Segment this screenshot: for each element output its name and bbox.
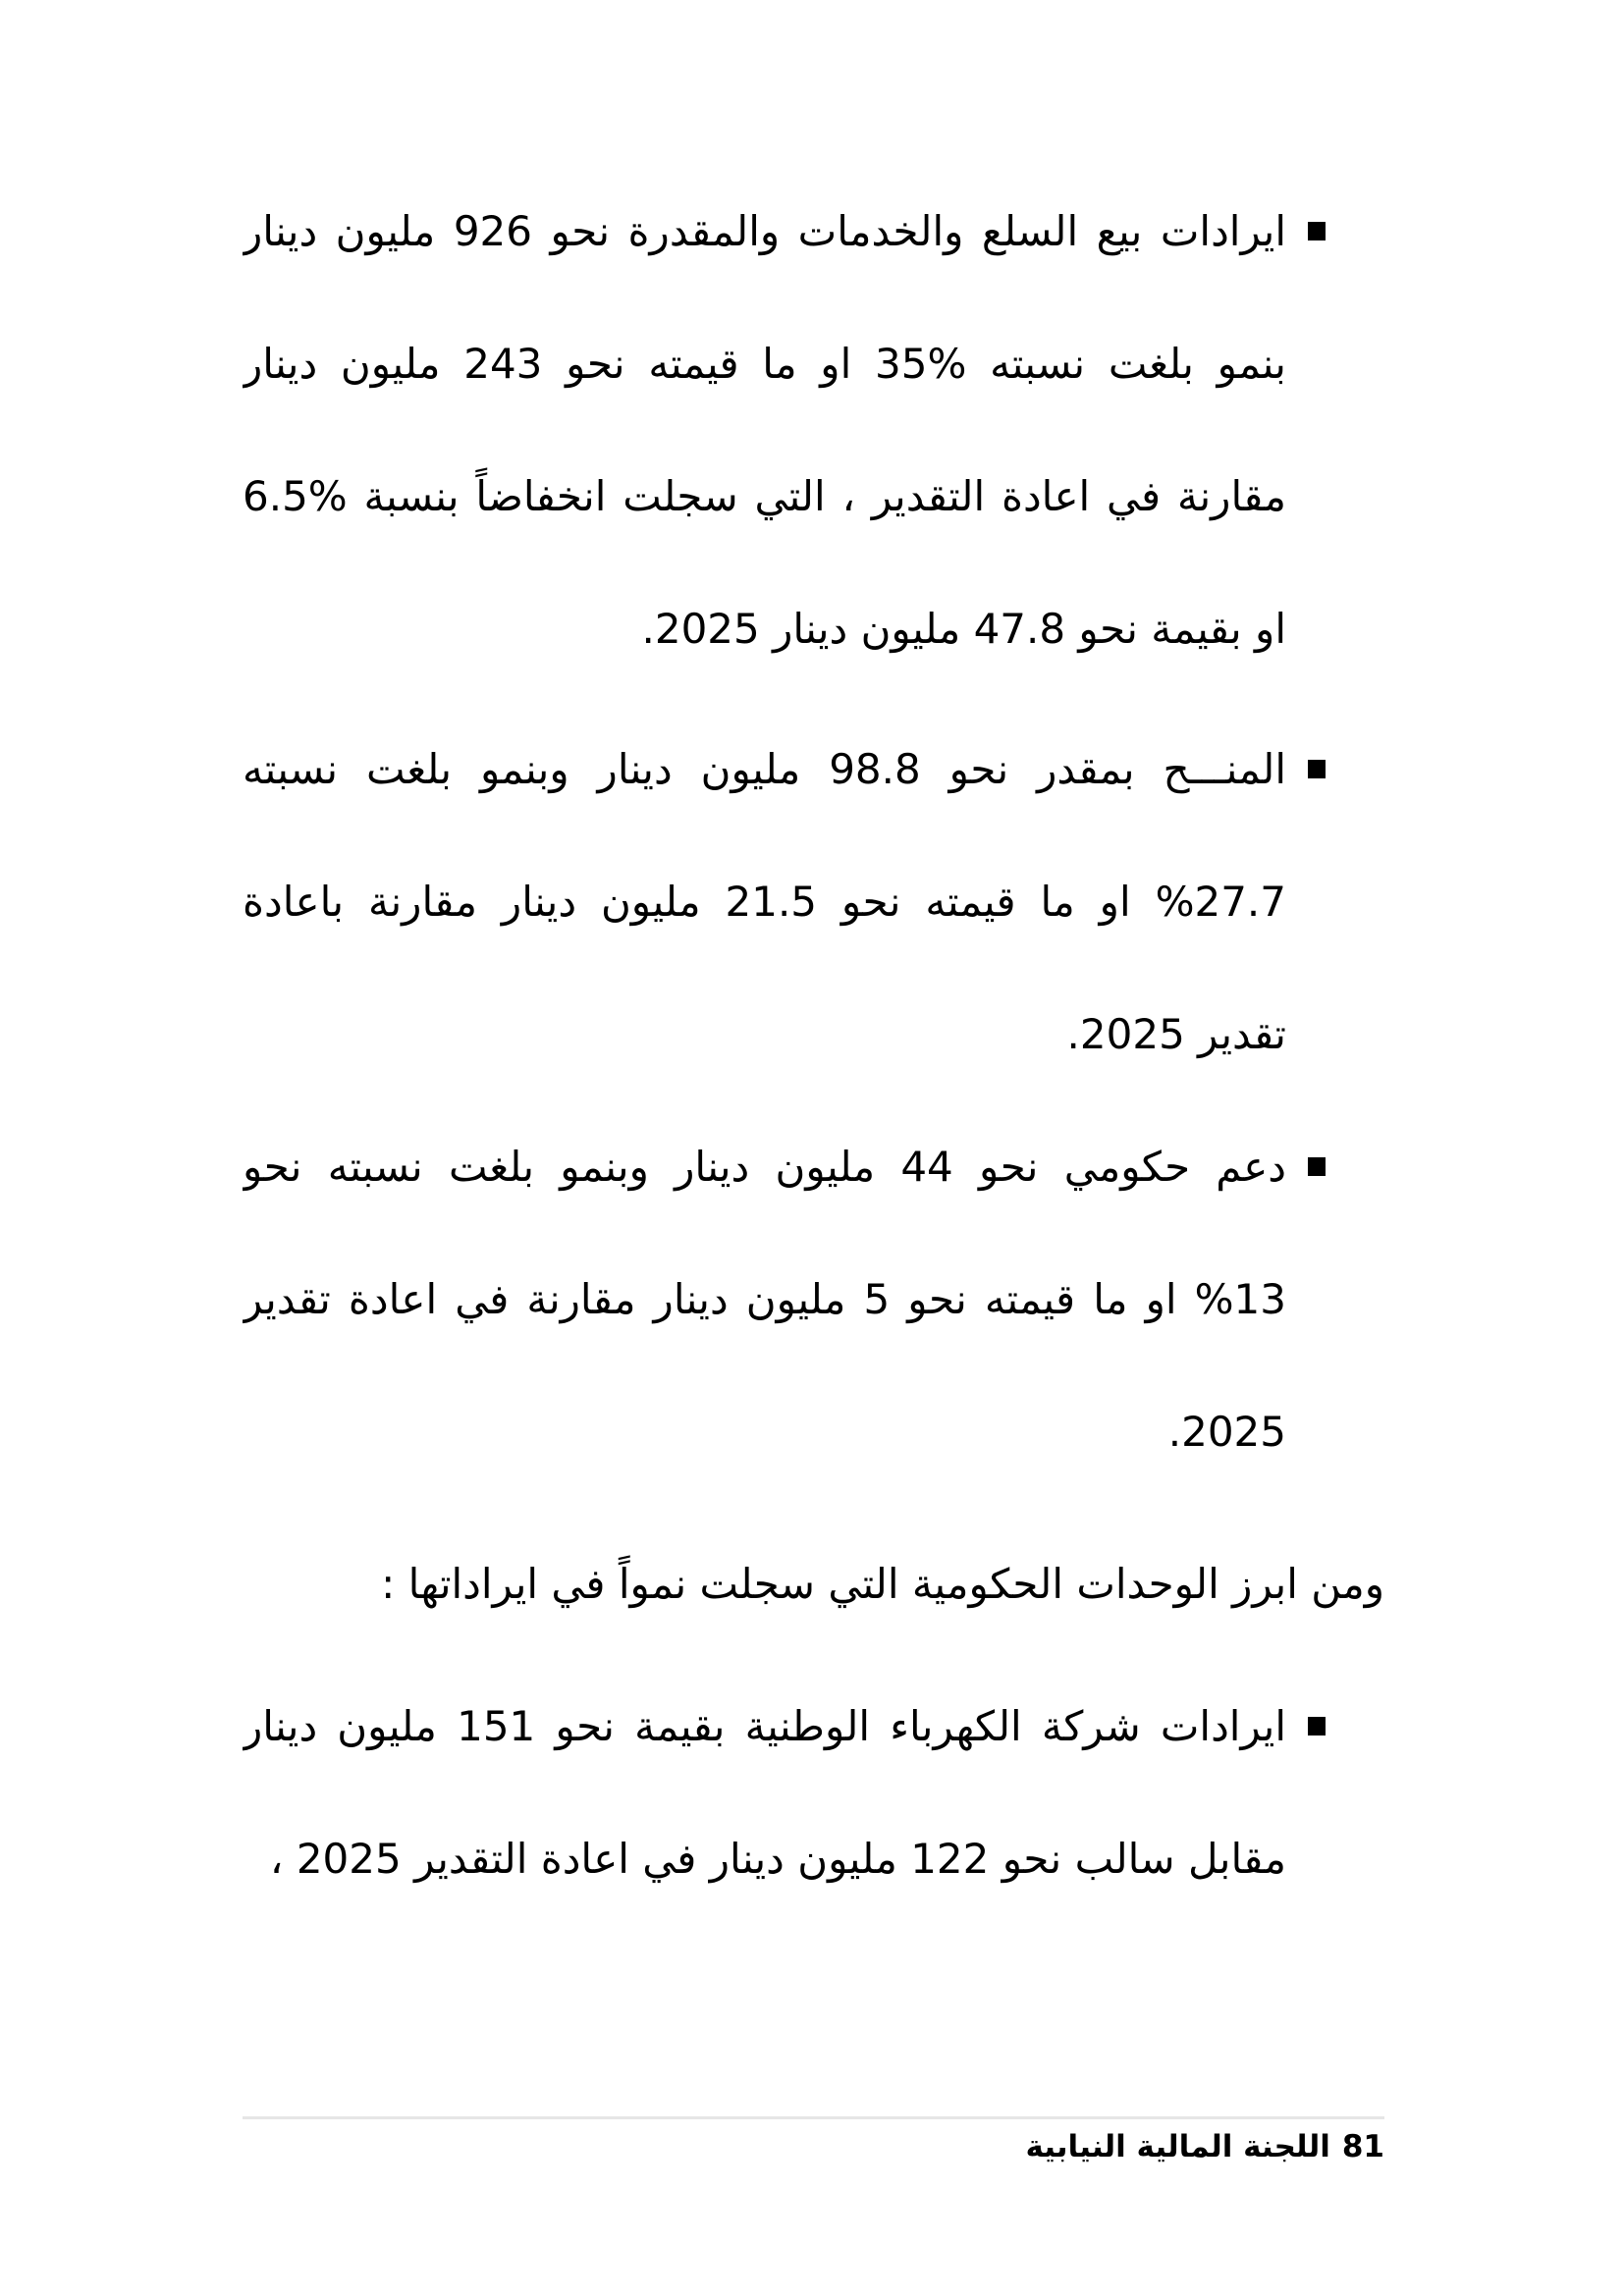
bullet-text	[243, 1660, 1286, 1925]
bullet-line: ايرادات بيع السلع والخدمات والمقدرة نحو 926 مليون دينار	[243, 207, 1286, 255]
bullet-line: %27.7 او ما قيمته نحو 21.5 مليون دينار مقارنة باعادة	[243, 878, 1286, 926]
square-bullet-icon	[1308, 760, 1326, 778]
bullet-line: ايرادات شركة الكهرباء الوطنية بقيمة نحو 151 مليون دينار	[243, 1702, 1286, 1750]
square-bullet-icon	[1308, 1717, 1326, 1735]
bullet-line: دعم حكومي نحو 44 مليون دينار وبنمو بلغت نسبته نحو	[243, 1143, 1286, 1191]
bullet-line: مقابل سالب نحو 122 مليون دينار في اعادة التقدير 2025 ،	[269, 1835, 1286, 1883]
bullet-text	[243, 703, 1286, 1100]
bullet-line: تقدير 2025.	[1066, 1010, 1286, 1058]
footer-page-number: 81	[1341, 2129, 1384, 2164]
bullet-text	[243, 165, 1286, 695]
bullet-line: مقارنة في اعادة التقدير ، التي سجلت انخفاضاً بنسبة %6.5	[243, 472, 1286, 520]
page-footer	[243, 2116, 1384, 2168]
bullet-line: %13 او ما قيمته نحو 5 مليون دينار مقارنة في اعادة تقدير	[243, 1275, 1286, 1323]
bullet-line: او بقيمة نحو 47.8 مليون دينار 2025.	[641, 605, 1286, 653]
bullet-text	[243, 1100, 1286, 1498]
bullet-item-grants	[243, 703, 1326, 1100]
bullet-line: 2025.	[1167, 1408, 1286, 1456]
footer-committee-label: اللجنة المالية النيابية	[1025, 2129, 1330, 2164]
square-bullet-icon	[1308, 222, 1326, 240]
bullet-item-government-support	[243, 1100, 1326, 1498]
intro-paragraph: ومن ابرز الوحدات الحكومية التي سجلت نمواً في ايراداتها :	[381, 1560, 1384, 1608]
bullet-item-electricity-company	[243, 1660, 1326, 1925]
square-bullet-icon	[1308, 1157, 1326, 1176]
bullet-item-goods-services-revenues	[243, 165, 1326, 695]
document-body	[243, 165, 1384, 1925]
bullet-line: المنـــح بمقدر نحو 98.8 مليون دينار وبنمو بلغت نسبته	[243, 745, 1286, 793]
bullet-line: بنمو بلغت نسبته %35 او ما قيمته نحو 243 مليون دينار	[243, 340, 1286, 388]
